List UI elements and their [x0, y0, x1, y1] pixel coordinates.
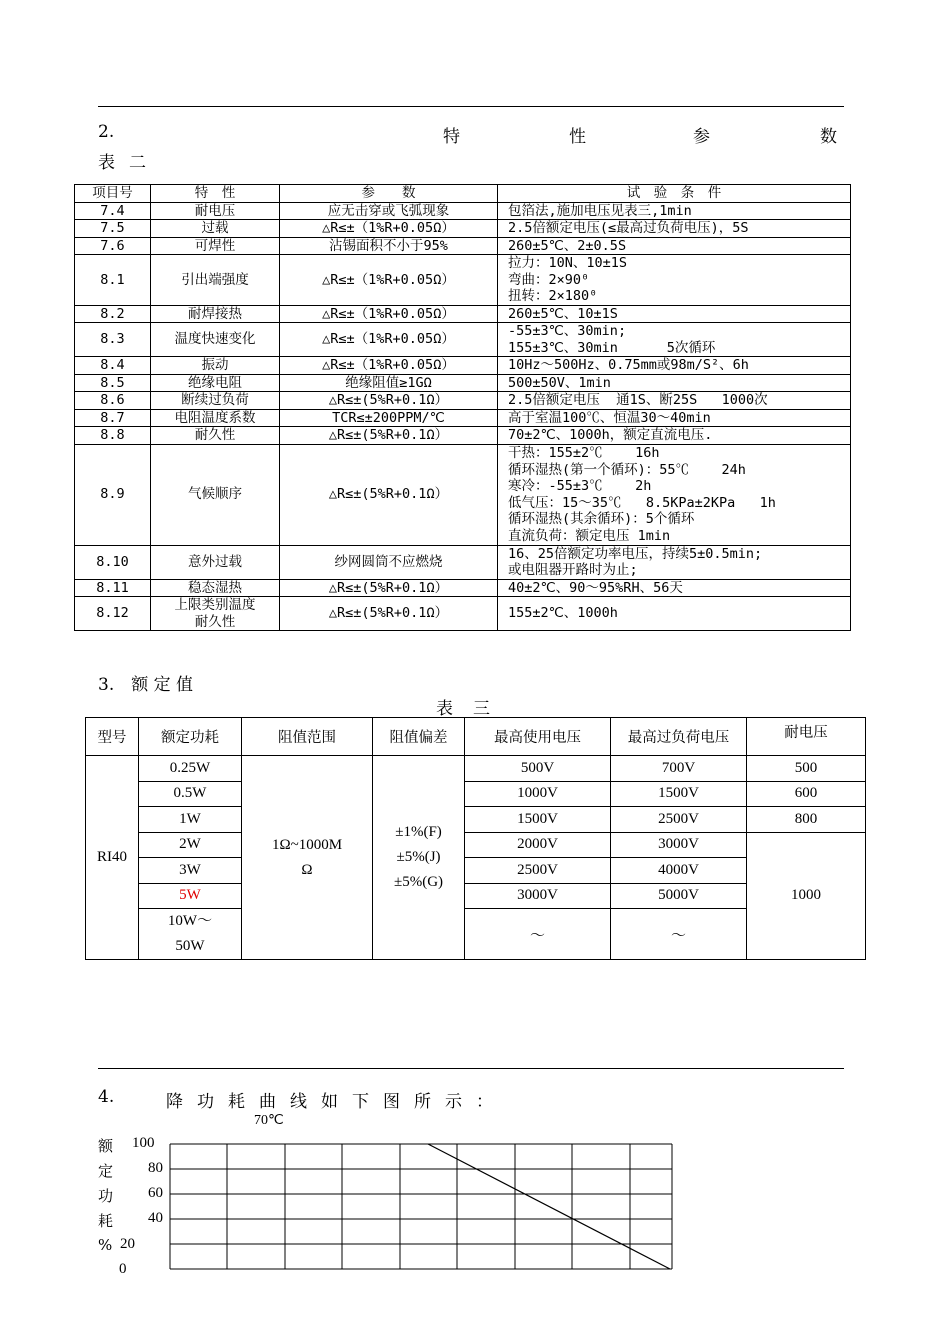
table-row — [75, 444, 851, 545]
y-axis-label-char: 功 — [98, 1187, 114, 1205]
y-tick-label: 40 — [148, 1210, 163, 1226]
table-row — [75, 374, 851, 392]
header-cell: 型号 — [86, 718, 139, 756]
section-2-number: 2. — [98, 122, 115, 142]
power-cell: 2W — [139, 832, 242, 858]
row-number-cell: 7.4 — [75, 202, 151, 220]
condition-cell: 70±2℃、1000h，额定直流电压. — [498, 427, 851, 445]
row-number-cell: 8.12 — [75, 597, 151, 631]
model-cell: RI40 — [86, 756, 139, 960]
item-cell: 断续过负荷 — [151, 392, 280, 410]
section-2-title-char: 数 — [820, 127, 837, 147]
withstand-voltage-cell: 800 — [747, 807, 866, 833]
parameter-cell: △R≤±（1%R+0.05Ω） — [280, 305, 498, 323]
y-tick-label: 80 — [148, 1160, 163, 1176]
parameter-cell: △R≤±（1%R+0.05Ω） — [280, 255, 498, 306]
row-number-cell: 8.9 — [75, 444, 151, 545]
max-voltage-cell: 1000V — [465, 781, 611, 807]
row-number-cell: 8.11 — [75, 579, 151, 597]
derating-line — [428, 1144, 670, 1269]
table-row — [86, 807, 866, 833]
y-axis-label-char: 耗 — [98, 1212, 114, 1230]
resistance-range-cell: 1Ω~1000M Ω — [242, 756, 373, 960]
table-2-caption: 表二 — [98, 153, 160, 173]
header-cell: 耐电压 — [747, 718, 866, 756]
item-cell: 振动 — [151, 357, 280, 375]
overload-voltage-cell: 700V — [611, 756, 747, 782]
max-voltage-cell: 2000V — [465, 832, 611, 858]
condition-cell: 500±50V、1min — [498, 374, 851, 392]
condition-cell: 10Hz～500Hz、0.75mm或98m/S²、6h — [498, 357, 851, 375]
overload-voltage-cell: ～ — [611, 909, 747, 960]
item-cell: 意外过载 — [151, 545, 280, 579]
parameter-cell: △R≤±(5%R+0.1Ω） — [280, 444, 498, 545]
section-3-heading: 3. 额 定 值 — [98, 675, 194, 695]
table-row — [75, 357, 851, 375]
max-voltage-cell: 2500V — [465, 858, 611, 884]
parameter-cell: △R≤±(5%R+0.1Ω） — [280, 597, 498, 631]
overload-voltage-cell: 3000V — [611, 832, 747, 858]
parameter-cell: △R≤±(5%R+0.1Ω） — [280, 579, 498, 597]
table-3-caption: 表三 — [436, 699, 510, 719]
chart-grid — [170, 1144, 672, 1269]
power-cell: 0.25W — [139, 756, 242, 782]
condition-cell: -55±3℃、30min; 155±3℃、30min 5次循环 — [498, 323, 851, 357]
table-row — [75, 427, 851, 445]
table-row — [75, 202, 851, 220]
condition-cell: 155±2℃、1000h — [498, 597, 851, 631]
parameter-cell: △R≤±（1%R+0.05Ω） — [280, 357, 498, 375]
item-cell: 过载 — [151, 220, 280, 238]
condition-cell: 40±2℃、90～95%RH、56天 — [498, 579, 851, 597]
table-row — [86, 781, 866, 807]
parameter-cell: 绝缘阻值≥1GΩ — [280, 374, 498, 392]
table-row — [75, 597, 851, 631]
top-rule — [98, 106, 844, 107]
header-cell: 阻值偏差 — [373, 718, 465, 756]
header-cell: 最高过负荷电压 — [611, 718, 747, 756]
section-4-heading — [98, 1087, 507, 1112]
condition-cell: 干热：155±2℃ 16h 循环湿热(第一个循环)：55℃ 24h 寒冷：-55±3℃ 2h 低气压：15～35℃ 8.5KPa±2KPa 1h 循环湿热(其余循环)：5个循环 直流负荷：额定电压 1min — [498, 444, 851, 545]
y-tick-label: 20 — [120, 1236, 135, 1252]
table-row — [75, 409, 851, 427]
condition-cell: 2.5倍额定电压(≤最高过负荷电压)，5S — [498, 220, 851, 238]
parameter-cell: TCR≤±200PPM/℃ — [280, 409, 498, 427]
parameter-cell: △R≤±（1%R+0.05Ω） — [280, 323, 498, 357]
y-axis-label-char: 定 — [98, 1162, 114, 1180]
table-row — [86, 756, 866, 782]
header-cell: 参 数 — [280, 185, 498, 203]
max-voltage-cell: 1500V — [465, 807, 611, 833]
section-4-number: 4. — [98, 1087, 115, 1107]
condition-cell: 2.5倍额定电压 通1S、断25S 1000次 — [498, 392, 851, 410]
row-number-cell: 8.2 — [75, 305, 151, 323]
parameter-cell: 纱网圆筒不应燃烧 — [280, 545, 498, 579]
header-cell: 最高使用电压 — [465, 718, 611, 756]
temperature-label: 70℃ — [254, 1113, 284, 1128]
row-number-cell: 8.10 — [75, 545, 151, 579]
y-tick-label: 0 — [119, 1261, 127, 1277]
row-number-cell: 8.8 — [75, 427, 151, 445]
power-cell: 0.5W — [139, 781, 242, 807]
y-axis-label-char: 额 — [98, 1137, 114, 1155]
condition-cell: 260±5℃、2±0.5S — [498, 237, 851, 255]
condition-cell: 16、25倍额定功率电压，持续5±0.5min; 或电阻器开路时为止; — [498, 545, 851, 579]
header-cell: 额定功耗 — [139, 718, 242, 756]
table-row — [75, 579, 851, 597]
section-divider — [98, 1068, 844, 1069]
item-cell: 电阻温度系数 — [151, 409, 280, 427]
item-cell: 温度快速变化 — [151, 323, 280, 357]
table-header-row — [75, 185, 851, 203]
parameter-cell: △R≤±(5%R+0.1Ω） — [280, 427, 498, 445]
item-cell: 耐焊接热 — [151, 305, 280, 323]
y-tick-label: 60 — [148, 1185, 163, 1201]
parameter-cell: △R≤±（1%R+0.05Ω） — [280, 220, 498, 238]
row-number-cell: 8.4 — [75, 357, 151, 375]
table-header-row — [86, 718, 866, 756]
max-voltage-cell: 500V — [465, 756, 611, 782]
row-number-cell: 7.6 — [75, 237, 151, 255]
condition-cell: 高于室温100℃、恒温30～40min — [498, 409, 851, 427]
section-2-title-char: 特 — [443, 127, 460, 147]
section-4-title: 降功耗曲线如下图所示： — [166, 1092, 507, 1112]
table-row — [75, 545, 851, 579]
item-cell: 耐久性 — [151, 427, 280, 445]
ratings-table — [85, 717, 866, 960]
item-cell: 稳态湿热 — [151, 579, 280, 597]
table-row — [75, 305, 851, 323]
overload-voltage-cell: 2500V — [611, 807, 747, 833]
max-voltage-cell: 3000V — [465, 883, 611, 909]
power-cell: 10W～ 50W — [139, 909, 242, 960]
y-axis-label-char: % — [98, 1236, 113, 1254]
condition-cell: 拉力：10N、10±1S 弯曲：2×90⁰ 扭转：2×180⁰ — [498, 255, 851, 306]
row-number-cell: 8.1 — [75, 255, 151, 306]
derating-curve-chart — [168, 1142, 674, 1272]
row-number-cell: 8.6 — [75, 392, 151, 410]
overload-voltage-cell: 5000V — [611, 883, 747, 909]
power-cell: 3W — [139, 858, 242, 884]
withstand-voltage-cell: 500 — [747, 756, 866, 782]
characteristics-table — [74, 184, 851, 631]
tolerance-cell: ±1%(F) ±5%(J) ±5%(G) — [373, 756, 465, 960]
row-number-cell: 8.3 — [75, 323, 151, 357]
section-2-title-char: 性 — [569, 127, 586, 147]
parameter-cell: 沾锡面积不小于95% — [280, 237, 498, 255]
item-cell: 耐电压 — [151, 202, 280, 220]
row-number-cell: 8.5 — [75, 374, 151, 392]
item-cell: 上限类别温度 耐久性 — [151, 597, 280, 631]
row-number-cell: 7.5 — [75, 220, 151, 238]
withstand-voltage-cell: 1000 — [747, 832, 866, 960]
withstand-voltage-cell: 600 — [747, 781, 866, 807]
item-cell: 绝缘电阻 — [151, 374, 280, 392]
overload-voltage-cell: 1500V — [611, 781, 747, 807]
item-cell: 引出端强度 — [151, 255, 280, 306]
table-row — [86, 832, 866, 858]
condition-cell: 260±5℃、10±1S — [498, 305, 851, 323]
header-cell: 阻值范围 — [242, 718, 373, 756]
table-row — [75, 255, 851, 306]
table-row — [75, 237, 851, 255]
overload-voltage-cell: 4000V — [611, 858, 747, 884]
item-cell: 可焊性 — [151, 237, 280, 255]
table-row — [75, 392, 851, 410]
row-number-cell: 8.7 — [75, 409, 151, 427]
power-cell: 1W — [139, 807, 242, 833]
section-2-title-char: 参 — [693, 127, 710, 147]
table-row — [75, 220, 851, 238]
condition-cell: 包箔法,施加电压见表三,1min — [498, 202, 851, 220]
parameter-cell: △R≤±(5%R+0.1Ω） — [280, 392, 498, 410]
header-cell: 试 验 条 件 — [498, 185, 851, 203]
y-tick-label: 100 — [132, 1135, 155, 1151]
item-cell: 气候顺序 — [151, 444, 280, 545]
max-voltage-cell: ～ — [465, 909, 611, 960]
parameter-cell: 应无击穿或飞弧现象 — [280, 202, 498, 220]
header-cell: 特 性 — [151, 185, 280, 203]
table-row — [75, 323, 851, 357]
header-cell: 项目号 — [75, 185, 151, 203]
power-cell: 5W — [139, 883, 242, 909]
